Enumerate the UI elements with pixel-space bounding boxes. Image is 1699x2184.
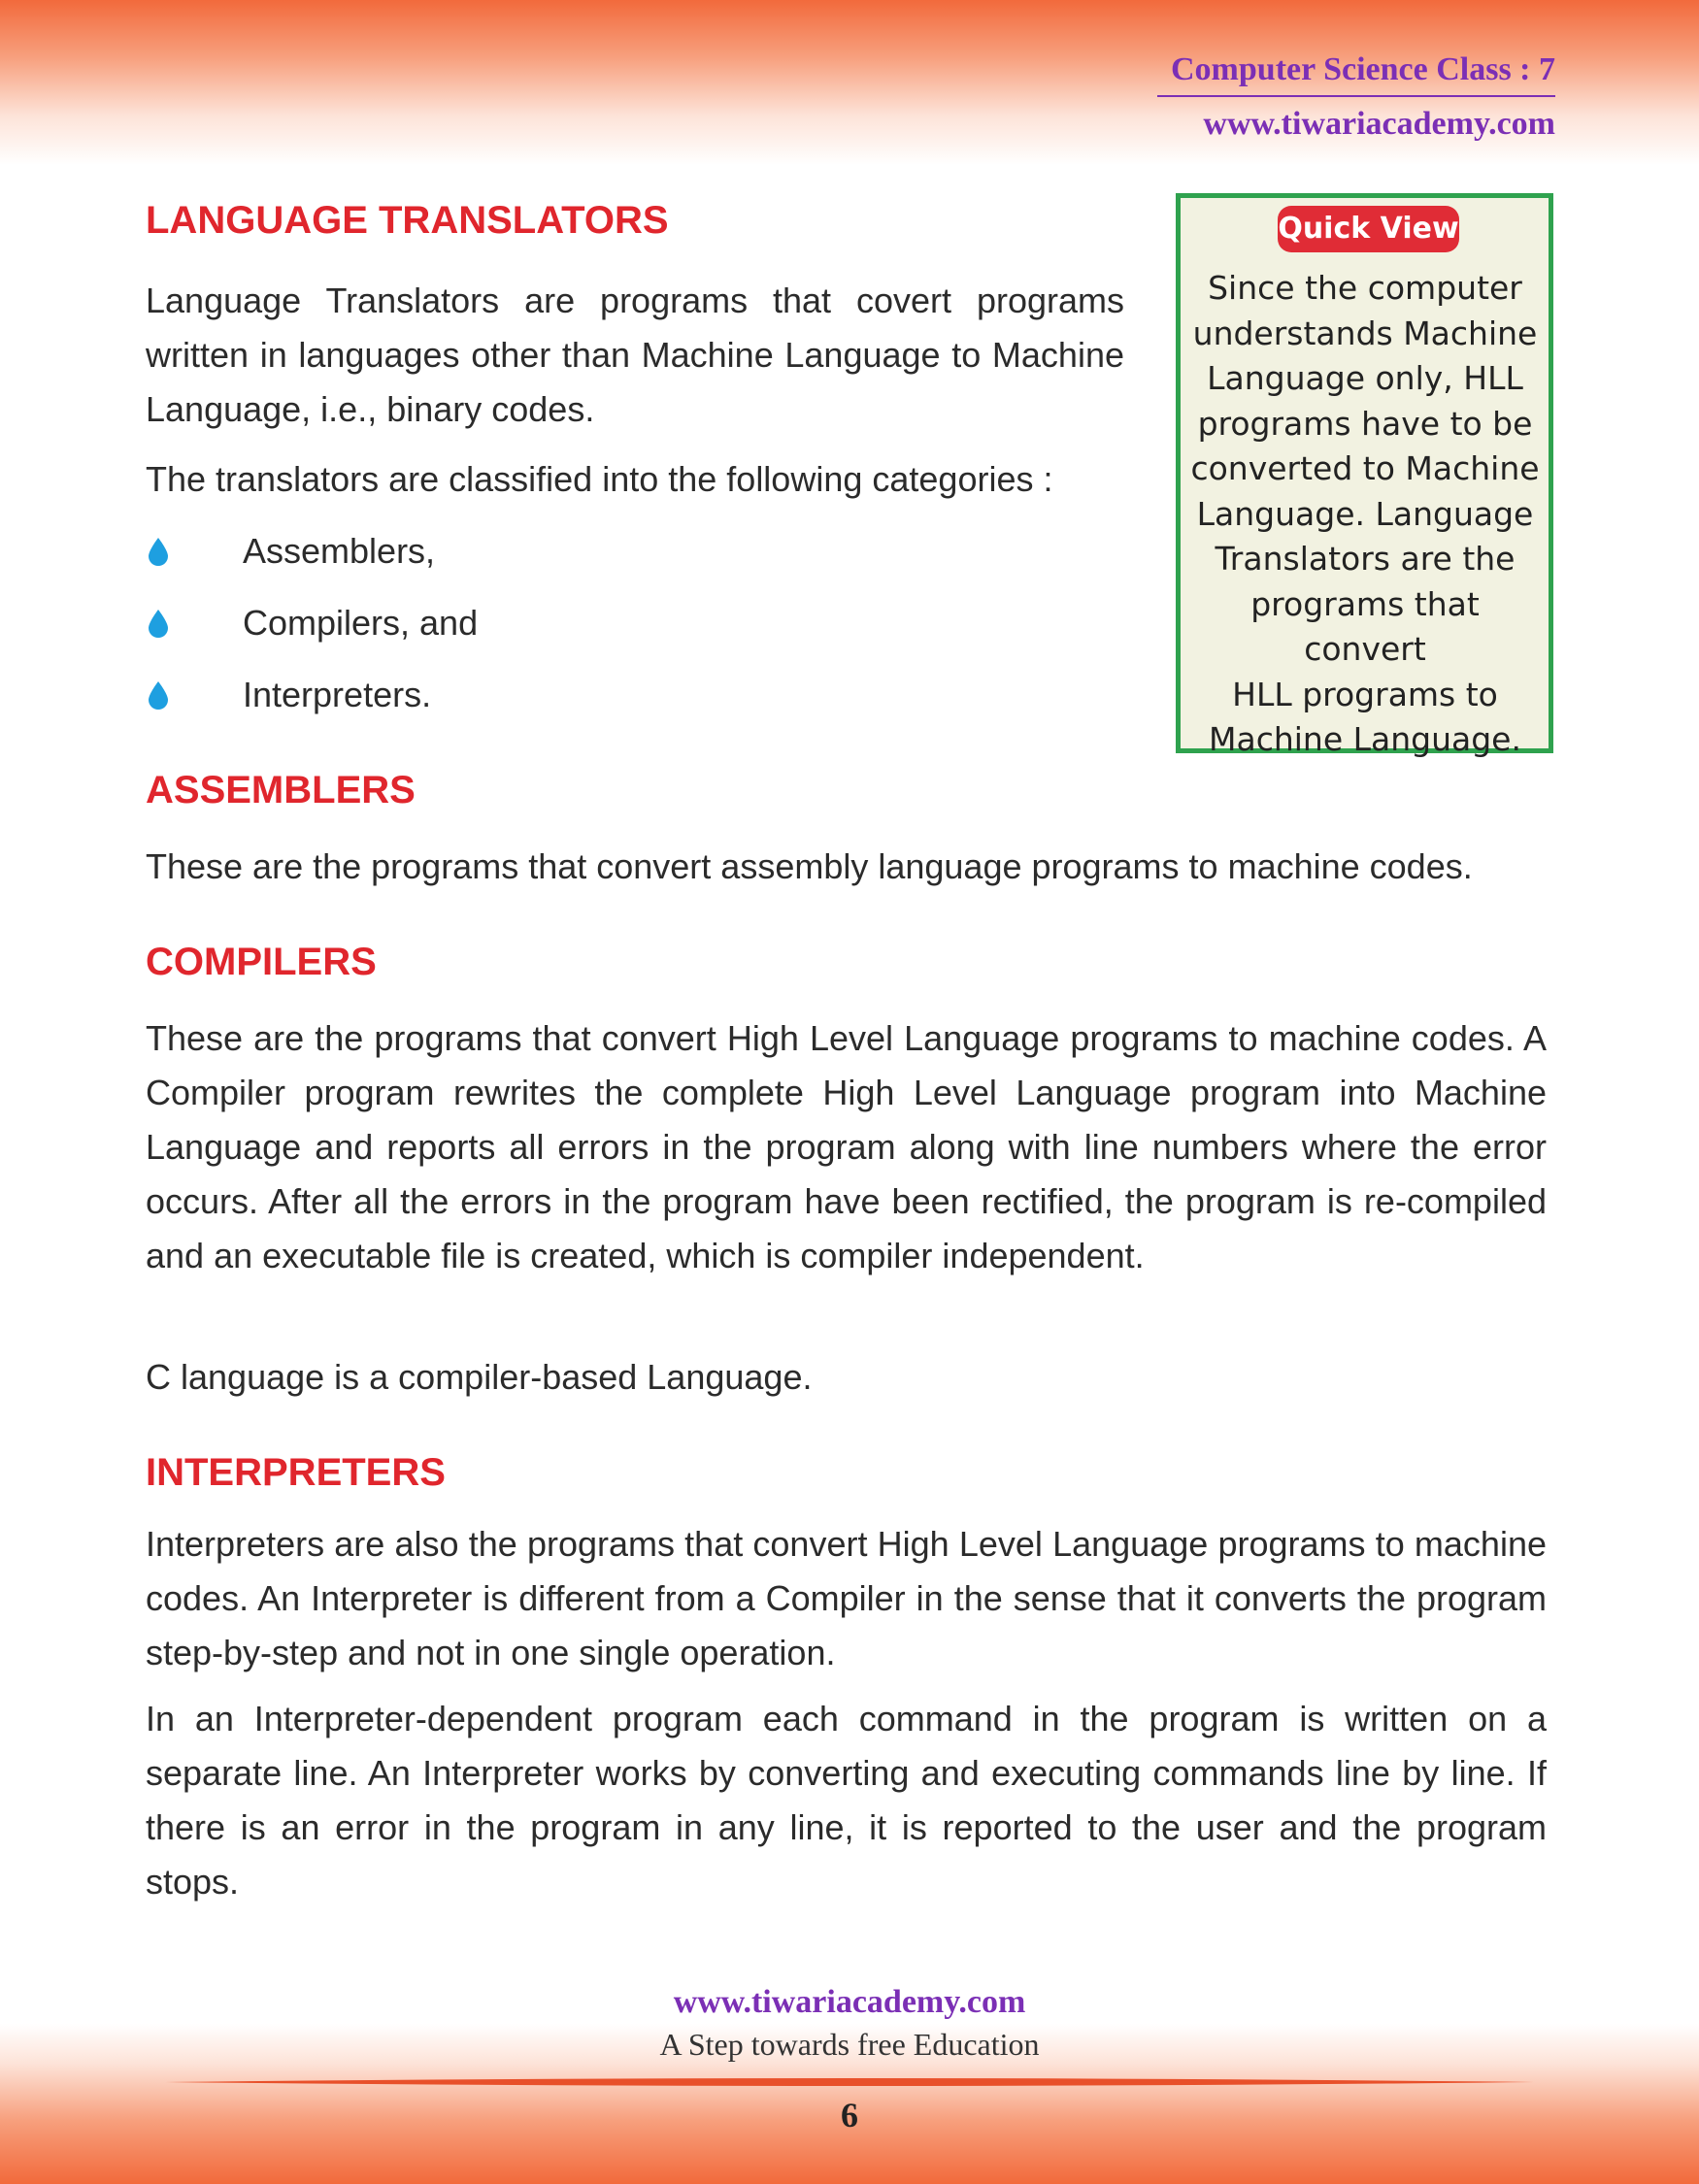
- water-drop-icon: [146, 537, 171, 566]
- quick-view-badge: Quick View: [1278, 206, 1459, 252]
- quick-view-line: Machine Language.: [1209, 720, 1521, 758]
- water-drop-icon: [146, 680, 171, 710]
- quick-view-box: [1176, 193, 1553, 758]
- heading-assemblers: ASSEMBLERS: [146, 769, 416, 811]
- paragraph-compilers: These are the programs that convert High Level Language programs to machine codes. A Compiler program rewrites the complete High Level Language program into Machine Language and reports all errors in the program along with line numbers where the error occurs. After all the errors in the program have been rectified, the program is re-compiled and an executable file is created, which is compiler independent.: [146, 1018, 1547, 1275]
- bullet-item-assemblers: [146, 524, 435, 579]
- quick-view-text: [1190, 266, 1540, 763]
- bullet-label: Interpreters.: [243, 675, 432, 714]
- quick-view-line: programs that convert: [1250, 584, 1480, 668]
- heading-interpreters: INTERPRETERS: [146, 1451, 446, 1494]
- water-drop-icon: [146, 609, 171, 638]
- paragraph-categories-intro: The translators are classified into the following categories :: [146, 459, 1053, 499]
- quick-view-line: Since the computer: [1208, 269, 1522, 307]
- paragraph-assemblers: These are the programs that convert assembly language programs to machine codes.: [146, 846, 1473, 886]
- bullet-label: Assemblers,: [243, 531, 436, 571]
- paragraph-interpreters: Interpreters are also the programs that convert High Level Language programs to machine codes. An Interpreter is different from a Compiler in the sense that it converts the program step-by-step and not in one single operation.: [146, 1524, 1547, 1672]
- quick-view-line: understands Machine: [1192, 314, 1538, 352]
- quick-view-line: Language only, HLL: [1207, 359, 1523, 397]
- quick-view-line: Language. Language: [1196, 494, 1534, 533]
- paragraph-c-language: C language is a compiler-based Language.: [146, 1357, 813, 1397]
- paragraph-interpreter-dependent: In an Interpreter-dependent program each command in the program is written on a separate line. An Interpreter works by converting and executing commands line by line. If there is an error in the program in any line, it is reported to the user and the program stops.: [146, 1699, 1547, 1902]
- bullet-item-compilers: [146, 596, 478, 650]
- paragraph-language-translators: Language Translators are programs that covert programs written in languages other than Machine Language to Machine Language, i.e., binary codes.: [146, 281, 1124, 429]
- page-number: 6: [841, 2096, 858, 2134]
- heading-compilers: COMPILERS: [146, 941, 377, 983]
- footer-divider: [165, 2077, 1534, 2087]
- footer-tagline: A Step towards free Education: [659, 2027, 1040, 2062]
- page-header: [1157, 49, 1555, 146]
- quick-view-line: converted to Machine: [1190, 449, 1540, 487]
- bullet-item-interpreters: [146, 668, 431, 722]
- bullet-label: Compilers, and: [243, 603, 479, 643]
- header-website: www.tiwariacademy.com: [1203, 106, 1555, 142]
- heading-language-translators: LANGUAGE TRANSLATORS: [146, 199, 669, 242]
- header-divider: [1157, 95, 1555, 97]
- quick-view-line: Translators are the: [1215, 540, 1516, 578]
- quick-view-line: programs have to be: [1197, 404, 1533, 443]
- quick-view-line: HLL programs to: [1232, 675, 1498, 713]
- header-subject: Computer Science Class : 7: [1171, 51, 1555, 87]
- footer-website: www.tiwariacademy.com: [673, 1984, 1026, 2020]
